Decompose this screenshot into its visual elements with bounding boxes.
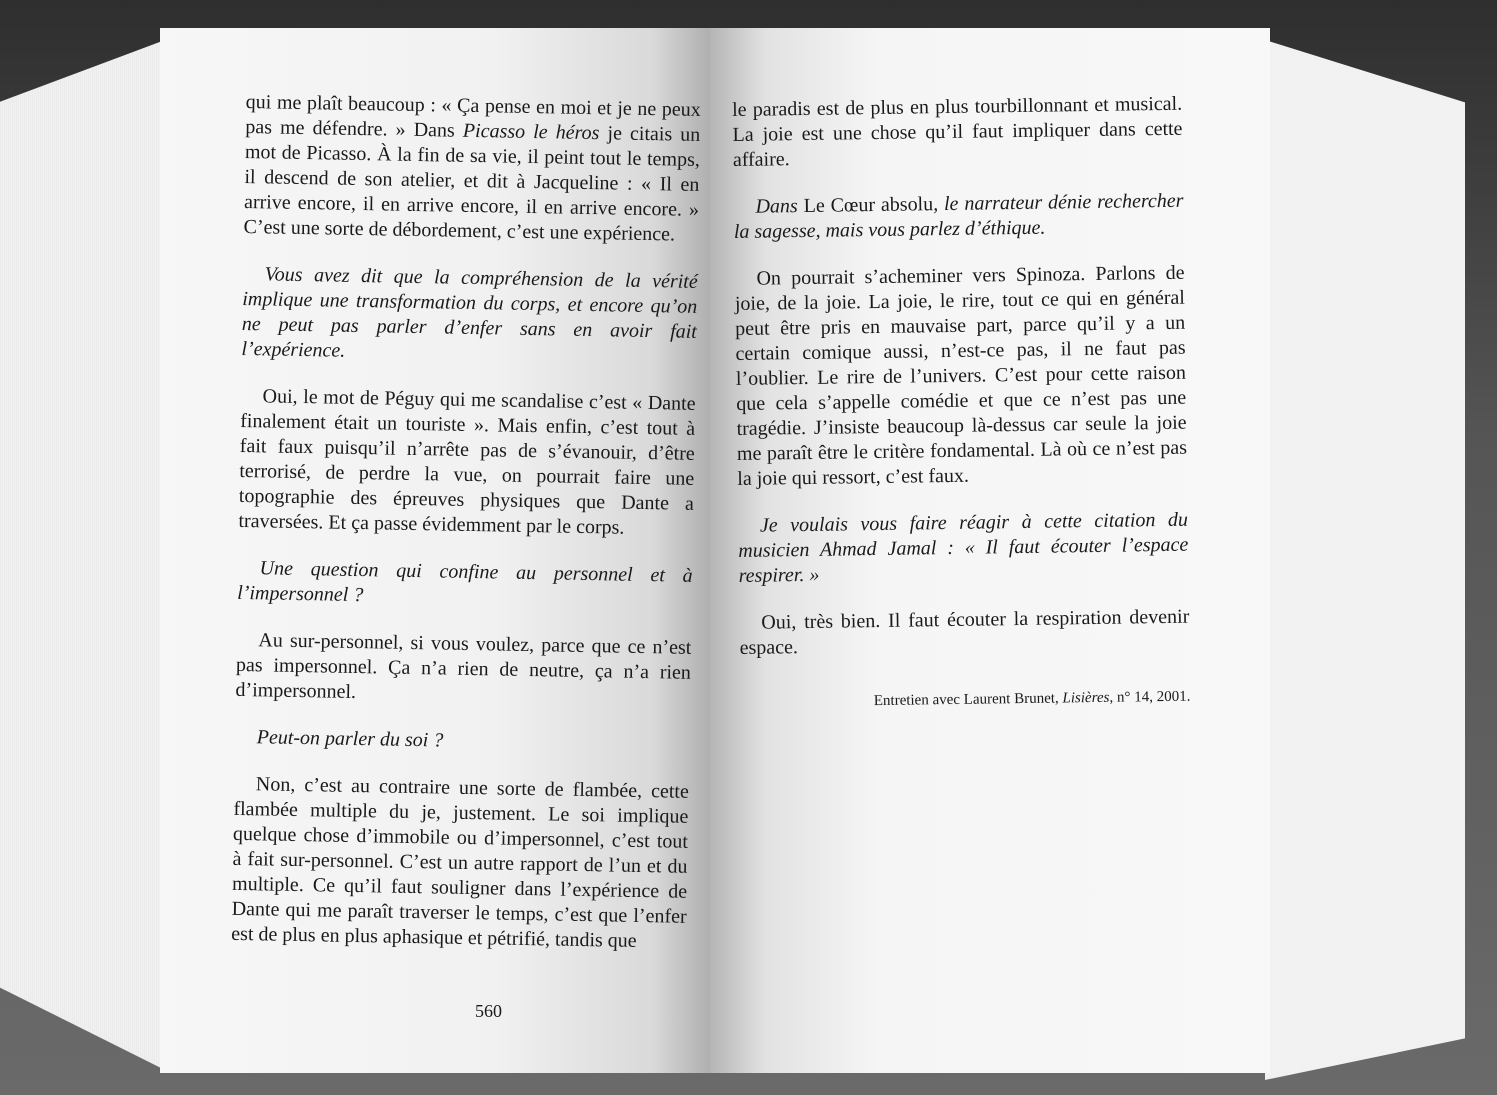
- text-run: le paradis est de plus en plus tourbillonnant et musical. La joie est une chose qu’il faut impliquer dans cette affaire.: [732, 92, 1183, 171]
- paragraph: [243, 90, 701, 248]
- paragraph: [738, 508, 1189, 589]
- left-page: [160, 28, 720, 1073]
- source-citation: [740, 685, 1190, 716]
- text-run: Oui, très bien. Il faut écouter la respiration devenir espace.: [739, 605, 1190, 659]
- paragraph: [231, 772, 689, 955]
- right-page: [710, 28, 1270, 1073]
- right-page-paragraphs: [732, 92, 1190, 661]
- text-run: Dans: [755, 195, 804, 218]
- text-run: Vous avez dit que la compréhension de la vérité implique une transformation du corps, et encore qu’on ne peut pas parler d’enfer sans en avoir fait l’expérience.: [241, 263, 698, 362]
- text-run: Au sur-personnel, si vous voulez, parce que ce n’est pas impersonnel. Ça n’a rien de neutre, ça n’a rien d’impersonnel.: [235, 629, 692, 704]
- text-run: On pourrait s’acheminer vers Spinoza. Parlons de joie, de la joie. La joie, le rire, tout ce qui en général peut être pris en mauvaise part, parce qu’il y a un certain comique aussi, n’est-ce pas, il ne faut pas l’oublier. Le rire de l’univers. C’est pour cette raison que cela s’appelle comédie et que ce n’est pas une tragédie. J’insiste beaucoup là-dessus car seule la joie me paraît être le critère fondamental. Là où ce n’est pas la joie qui ressort, c’est faux.: [734, 261, 1188, 490]
- text-run: Le Cœur absolu: [803, 193, 934, 218]
- paragraph: [241, 262, 698, 370]
- page-stack-right: [1265, 40, 1465, 1080]
- text-run: , le narrateur dénie rechercher la sagesse, mais vous parlez d’éthique.: [733, 189, 1184, 243]
- text-run: Oui, le mot de Péguy qui me scandalise c’est « Dante finalement était un touriste ». Mais enfin, c’est tout à fait faux puisqu’il n’arrête pas de s’évanouir, d’être terrorisé, de perdre la vue, on pourrait faire une topographie des épreuves physiques que Dante a traversées. Et ça passe évidemment par le corps.: [238, 385, 696, 539]
- paragraph: [734, 261, 1187, 492]
- text-run: Non, c’est au contraire une sorte de flambée, cette flambée multiple du je, justement. Le soi implique quelque chose d’immobile ou d’impersonnel, c’est tout à fait sur-personnel. C’est un autre rapport de l’un et du multiple. Ce qu’il faut souligner dans l’expérience de Dante qui me paraît traverser le temps, c’est que l’enfer est de plus en plus aphasique et pétrifié, tandis que: [231, 773, 690, 952]
- page-number: 560: [475, 1001, 502, 1021]
- source-suffix: , n° 14, 2001.: [1109, 688, 1191, 706]
- paragraph: [733, 189, 1184, 245]
- paragraph: [739, 605, 1190, 661]
- paragraph: [732, 92, 1183, 173]
- text-run: qui me plaît beaucoup : « Ça pense en moi et je ne peux pas me défendre. » Dans: [245, 90, 701, 142]
- text-run: Picasso le héros: [462, 119, 600, 145]
- text-run: Une question qui confine au personnel et à l’impersonnel ?: [237, 557, 693, 607]
- text-run: je citais un mot de Picasso. À la fin de sa vie, il peint tout le temps, il descend de son atelier, et dit à Jacqueline : « Il en arrive encore, il en arrive encore, il en arrive encore. » C’est une sorte de débordement, c’est une expérience.: [243, 122, 701, 246]
- paragraph: [238, 384, 696, 542]
- paragraph: [234, 725, 689, 758]
- left-page-text: [231, 90, 701, 977]
- text-run: Peut-on parler du soi ?: [256, 726, 444, 752]
- source-prefix: Entretien avec Laurent Brunet,: [873, 690, 1063, 710]
- source-title: Lisières: [1062, 689, 1110, 707]
- right-page-text: [732, 92, 1191, 716]
- paragraph: [235, 628, 691, 711]
- page-stack-left: [0, 40, 165, 1070]
- paragraph: [237, 556, 693, 614]
- text-run: Je voulais vous faire réagir à cette citation du musicien Ahmad Jamal : « Il faut écouter l’espace respirer. »: [738, 508, 1189, 587]
